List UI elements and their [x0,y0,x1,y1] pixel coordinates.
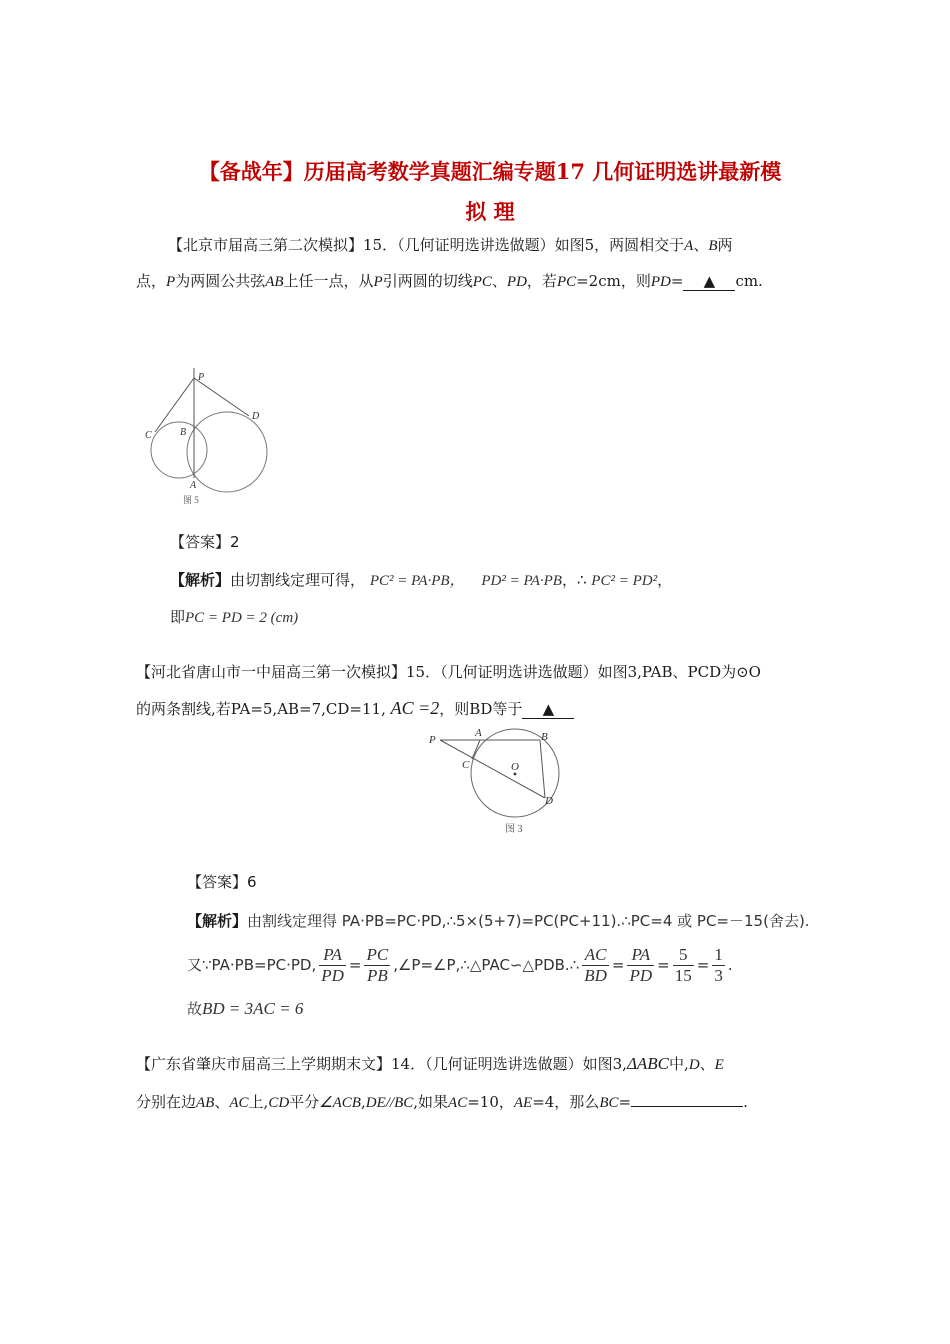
fraction-pc-pb: $\frac{PC}{PB}$ [366,945,389,985]
label-b: B [541,731,548,743]
q3-source: 【广东省肇庆市届高三上学期期末文】 [136,1055,392,1073]
tangent-pd [194,378,249,416]
q3-answer-blank [631,1092,743,1107]
q2-source: 【河北省唐山市一中届高三第一次模拟】 [136,663,407,681]
q1-number: 15． [363,236,398,254]
chord-ac [472,740,480,759]
center-point [514,773,517,776]
secant-pcd [440,740,545,798]
fraction-5-15: $\frac{5}{15}$ [674,945,692,985]
q1-line-1: 【北京市届高三第二次模拟】15．（几何证明选讲选做题）如图5，两圆相交于A、B两 [168,236,733,254]
large-circle [187,412,267,492]
label-d: D [545,795,553,807]
figure-3-caption: 图 3 [505,824,523,835]
figure-3 [425,726,565,838]
q1-line-2: 点，P为两圆公共弦AB上任一点，从P引两圆的切线PC、PD，若PC=2cm，则PD= ▲ cm. [136,272,763,290]
q2-line-2: 的两条割线,若PA=5,AB=7,CD=11, AC =2，则BD等于 ▲ [136,693,574,724]
q2-answer: 【答案】6 [187,873,257,891]
fraction-ac-bd: $\frac{AC}{BD}$ [584,945,607,985]
figure-5 [140,362,280,512]
document-title [140,152,840,232]
figure-5-caption: 图 5 [183,495,199,505]
label-c: C [462,759,470,771]
fraction-pa-pd: $\frac{PA}{PD}$ [321,945,344,985]
q1-analysis: 【解析】由切割线定理可得， PC² = PA·PB， PD² = PA·PB，∴ PC² = PD²， [170,571,673,589]
label-o: O [511,761,519,773]
label-c: C [145,430,152,441]
q3-line-1: 【广东省肇庆市届高三上学期期末文】14．（几何证明选讲选做题）如图3,ΔABC中,D、E [136,1054,724,1073]
q2-number: 15． [406,663,441,681]
label-p: P [198,372,205,383]
label-a: A [190,480,197,491]
chord-bd [540,740,545,798]
title-line-2: 拟 理 [465,199,515,224]
fraction-pa-pd-2: $\frac{PA}{PD}$ [629,945,653,985]
q3-line-2: 分别在边AB、AC上,CD平分∠ACB,DE//BC,如果AC=10，AE=4，那么BC= . [136,1093,748,1111]
q1-answer: 【答案】2 [170,533,240,551]
q1-analysis-conclusion: 即PC = PD = 2 (cm) [170,608,299,626]
label-p: P [429,734,436,746]
small-circle [151,422,207,478]
q2-analysis-2: 又∵PA·PB=PC·PD, $\frac{PA}{PD}$ = $\frac{PC}{PB}$ ,∠P=∠P,∴△PAC∽△PDB.∴ $\frac{AC}{BD}$ = $\frac{PA}{PD}$ = $\frac{5}{15}$ = $\frac{1}{3}$ . [187,945,733,985]
label-a: A [475,727,482,739]
fraction-1-3: $\frac{1}{3}$ [714,945,723,985]
q3-number: 14． [391,1055,426,1073]
q1-text: （几何证明选讲选做题）如图5，两圆相交于 [397,236,685,254]
title-line-1: 【备战年】历届高考数学真题汇编专题17 几何证明选讲最新模 [198,159,782,184]
label-b: B [180,427,187,438]
q2-line-1: 【河北省唐山市一中届高三第一次模拟】15．（几何证明选讲选做题）如图3,PAB、PCD为⊙O [136,663,761,681]
q2-analysis-3: 故BD = 3AC = 6 [187,999,304,1018]
q2-answer-blank: ▲ [522,700,574,719]
label-d: D [252,411,260,422]
q1-source: 【北京市届高三第二次模拟】 [168,236,364,254]
q2-analysis-1: 【解析】由割线定理得 PA·PB=PC·PD,∴5×(5+7)=PC(PC+11).∴PC=4 或 PC=－15(舍去). [187,912,810,930]
q1-answer-blank: ▲ [683,272,735,291]
